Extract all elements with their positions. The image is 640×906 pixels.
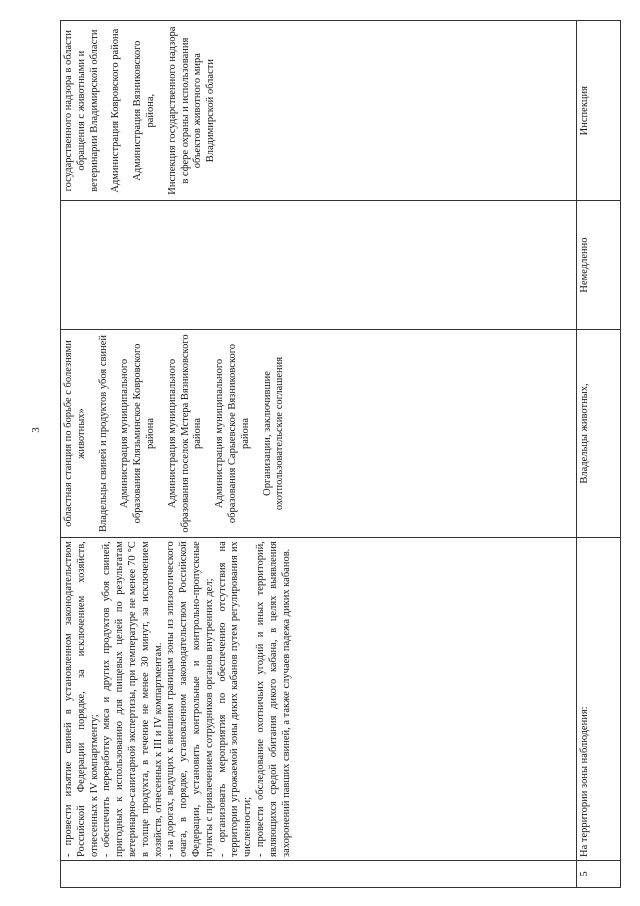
- responsible-item: Администрация Вязниковского района,: [132, 40, 156, 181]
- row-number-cell: [61, 861, 577, 888]
- responsible-cell: Инспекция: [577, 21, 621, 201]
- table-row: [577, 21, 621, 888]
- actors-cell: Владельцы животных,: [577, 329, 621, 537]
- actor-item: Администрация муниципального образования поселок Мстера Вязниковского района: [166, 334, 204, 533]
- page-number: 3: [30, 427, 42, 433]
- responsible-item: государственного надзора в области обращения с животными и ветеринарии Владимирской области: [63, 29, 100, 192]
- measures-cell: [61, 538, 577, 861]
- table-row: [61, 21, 577, 888]
- measure-item: - на дорогах, ведущих к внешним границам зоны из эпизоотического очага, в порядке, установленном законодательством Российской Федерации, установить контрольные и контрольно-пропускные пункты с привлечением сотрудников органов внутренних дел;: [165, 541, 215, 858]
- responsible-item: Администрация Ковровского района: [110, 28, 122, 193]
- responsible-item: Инспекция государственного надзора в сфере охраны и использования объектов животного мира Владимирской области: [166, 26, 217, 195]
- actor-item: Организации, заключившие охотпользовательские соглашения: [261, 356, 286, 511]
- measures-cell: На территории зоны наблюдения:: [577, 538, 621, 861]
- actor-item: областная станция по борьбе с болезнями животных»: [63, 340, 87, 527]
- measure-item: - провести изъятие свиней в установленном законодательством Российской Федерации порядке, за исключением хозяйств, отнесенных к IV компартменту;: [63, 541, 100, 858]
- measure-item: - обеспечить переработку мяса и других продуктов убоя свиней, пригодных к использованию для пищевых целей по результатам ветеринарно-санитарной экспертизы, при температуре не менее 70 °С в толще продукта, в течение не менее 30 минут, за исключением хозяйств, отнесенных к III и IV компартментам.: [101, 541, 164, 858]
- actors-cell: [61, 329, 577, 537]
- measures-table: [60, 20, 621, 888]
- row-number-cell: 5: [577, 861, 621, 888]
- term-cell: [61, 201, 577, 329]
- measure-item: - организовать мероприятия по обеспечению отсутствия на территории угрожаемой зоны диких кабанов путем регулирования их численности;: [216, 541, 254, 858]
- measure-item: - провести обследование охотничьих угодий и иных территорий, являющихся средой обитания дикого кабана, в целях выявления захоронений павших свиней, а также случаев падежа диких кабанов.: [254, 541, 292, 858]
- term-cell: Немедленно: [577, 201, 621, 329]
- actor-item: Администрация муниципального образования Сарыевское Вязниковского района: [214, 343, 251, 524]
- actor-item: Владельцы свиней и продуктов убоя свиней: [97, 335, 109, 532]
- responsible-cell: [61, 21, 577, 201]
- actor-item: Администрация муниципального образования Клязьминское Ковровского района: [119, 343, 156, 524]
- table-wrapper: [60, 20, 620, 888]
